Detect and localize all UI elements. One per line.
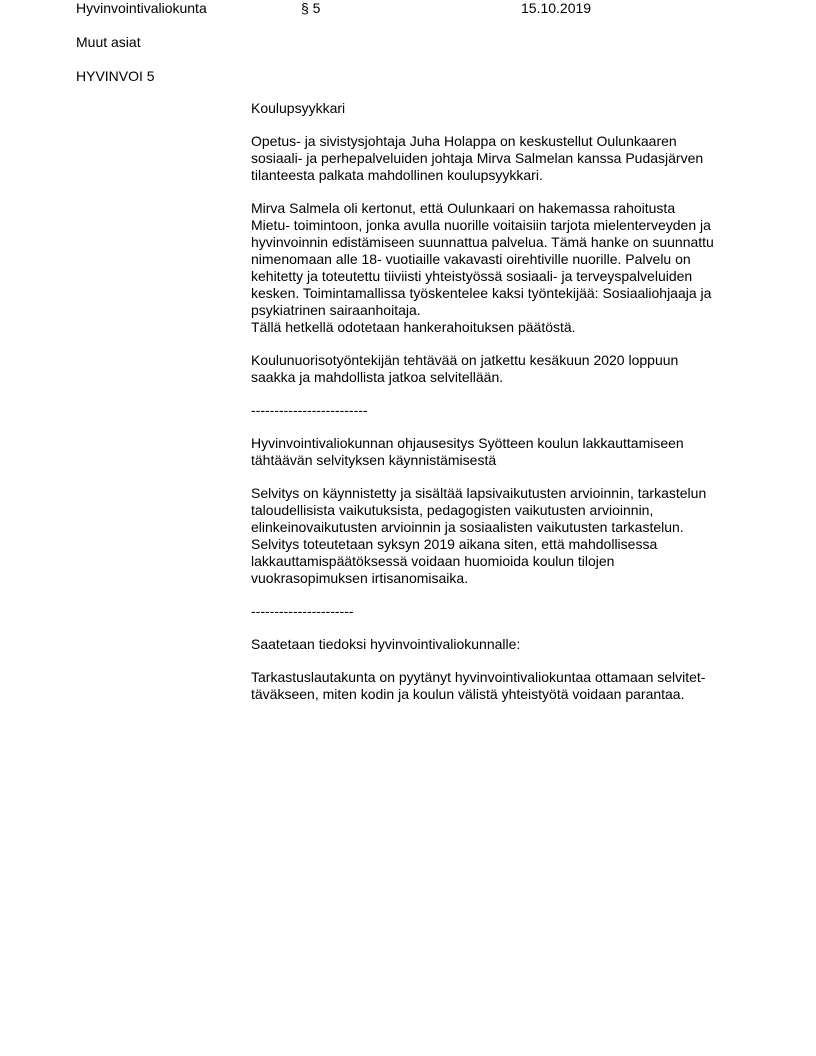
paragraph-line: hyvinvoinnin edistämiseen suunnattua palvelua. Tämä hanke on suunnattu [251,234,714,250]
paragraph-line: tähtäävän selvityksen käynnistämisestä [251,452,497,468]
paragraph-line: Koulunuorisotyöntekijän tehtävää on jatkettu kesäkuun 2020 loppuun [251,352,679,368]
paragraph-line: Hyvinvointivaliokunnan ohjausesitys Syötteen koulun lakkauttamiseen [251,435,684,451]
paragraph-1 [251,133,751,184]
paragraph-line: psykiatrinen sairaanhoitaja. [251,302,421,318]
paragraph-line: Opetus- ja sivistysjohtaja Juha Holappa on keskustellut Oulunkaaren [251,133,677,149]
separator-1 [251,402,751,419]
header-code: HYVINVOI 5 [76,68,155,84]
paragraph-3 [251,352,751,386]
paragraph-line: sosiaali- ja perhepalveluiden johtaja Mirva Salmelan kanssa Pudasjärven [251,150,704,166]
paragraph-line: kehitetty ja toteutettu tiiviisti yhteistyössä sosiaali- ja terveyspalveluiden [251,268,693,284]
paragraph-line: Mirva Salmela oli kertonut, että Oulunkaari on hakemassa rahoitusta [251,200,676,216]
paragraph-line: kesken. Toimintamallissa työskentelee kaksi työntekijää: Sosiaaliohjaaja ja [251,285,712,301]
paragraph-line: Selvitys on käynnistetty ja sisältää lapsivaikutusten arvioinnin, tarkastelun [251,485,707,501]
paragraph-7 [251,669,751,703]
paragraph-line: täväkseen, miten kodin ja koulun välistä yhteistyötä voidaan parantaa. [251,686,685,702]
paragraph-line: taloudellisista vaikutuksista, pedagogisten vaikutusten arvioinnin, [251,502,654,518]
paragraph-line: Mietu- toimintoon, jonka avulla nuorille voitaisiin tarjota mielenterveyden ja [251,217,711,233]
separator-line: ------------------------- [251,402,368,418]
document-title [251,100,751,117]
paragraph-line: Saatetaan tiedoksi hyvinvointivaliokunnalle: [251,636,521,652]
paragraph-line: tilanteesta palkata mahdollinen koulupsyykkari. [251,167,543,183]
paragraph-line: saakka ja mahdollista jatkoa selvitellään. [251,369,504,385]
header-section-number: § 5 [301,0,321,16]
title-text: Koulupsyykkari [251,100,346,116]
paragraph-line: lakkauttamispäätöksessä voidaan huomioida koulun tilojen [251,553,615,569]
header-category: Muut asiat [76,34,141,50]
separator-2 [251,603,751,620]
paragraph-line: Tarkastuslautakunta on pyytänyt hyvinvointivaliokuntaa ottamaan selvitet- [251,669,706,685]
header-date: 15.10.2019 [521,0,592,16]
paragraph-2 [251,200,751,336]
paragraph-line: nimenomaan alle 18- vuotiaille vakavasti oirehtiville nuorille. Palvelu on [251,251,691,267]
paragraph-line: Tällä hetkellä odotetaan hankerahoituksen päätöstä. [251,319,576,335]
document-body [251,100,751,719]
paragraph-line: vuokrasopimuksen irtisanomisaika. [251,570,469,586]
paragraph-line: Selvitys toteutetaan syksyn 2019 aikana siten, että mahdollisessa [251,536,658,552]
paragraph-4 [251,435,751,469]
paragraph-5 [251,485,751,587]
separator-line: ---------------------- [251,603,354,619]
paragraph-6 [251,636,751,653]
paragraph-line: elinkeinovaikutusten arvioinnin ja sosiaalisten vaikutusten tarkastelun. [251,519,684,535]
header-organization: Hyvinvointivaliokunta [76,0,207,16]
